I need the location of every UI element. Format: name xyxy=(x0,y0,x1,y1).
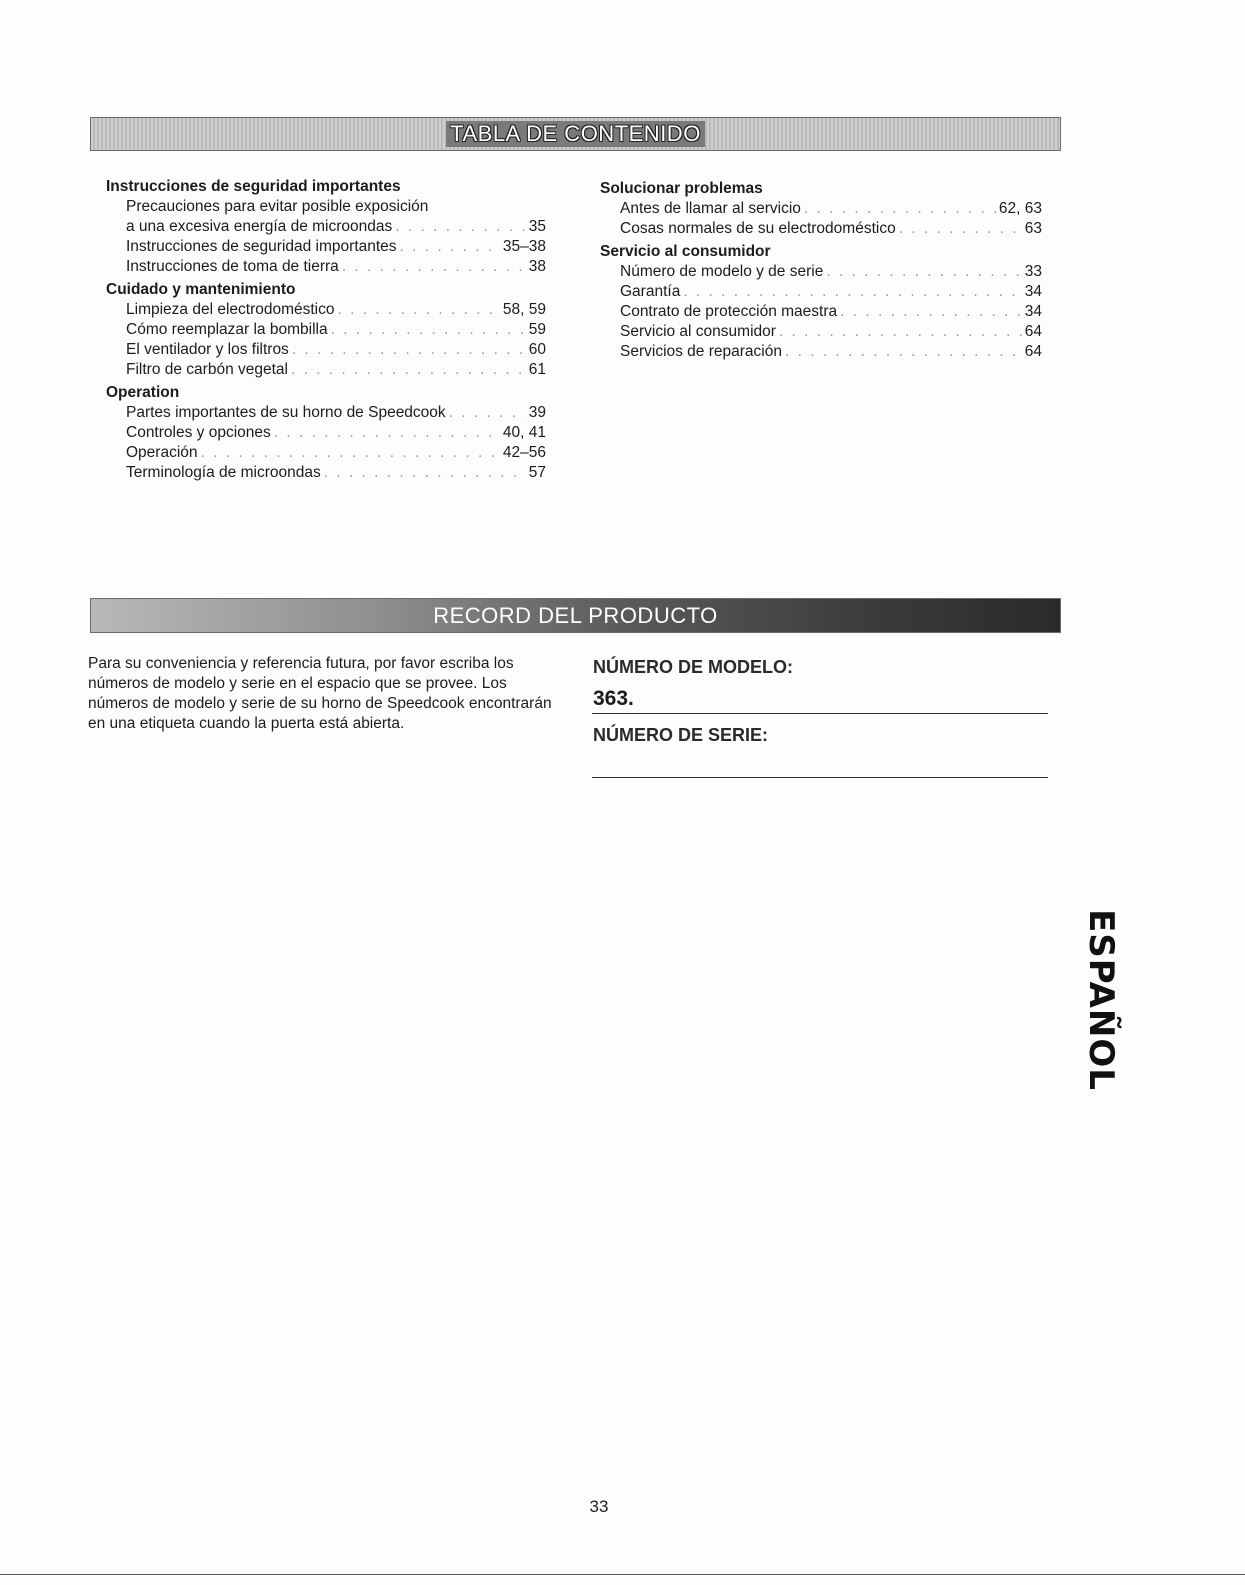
toc-section-title: Operation xyxy=(106,384,180,401)
dot-leader xyxy=(331,320,526,340)
toc-entry-title: Precauciones para evitar posible exposición xyxy=(126,198,429,215)
toc-entry xyxy=(106,463,546,483)
dot-leader xyxy=(840,302,1022,322)
toc-entry-page: 62, 63 xyxy=(998,200,1042,217)
dot-leader xyxy=(201,443,500,463)
toc-entry-page: 58, 59 xyxy=(502,301,546,318)
toc-entry-title: Limpieza del electrodoméstico xyxy=(126,301,335,318)
toc-entry-page: 61 xyxy=(528,361,546,378)
toc-entry-page: 63 xyxy=(1024,220,1042,237)
dot-leader xyxy=(779,322,1022,342)
dot-leader xyxy=(449,403,526,423)
toc-banner-title: TABLA DE CONTENIDO xyxy=(446,121,705,147)
toc-left-column xyxy=(106,177,546,483)
toc-section-title: Servicio al consumidor xyxy=(600,243,771,260)
record-instructions: Para su conveniencia y referencia futura, por favor escriba los números de modelo y serie en el espacio que se provee. Los números de modelo y serie de su horno de Speedcook encontrarán en una etiqueta cuando la puerta está abierta. xyxy=(88,655,552,732)
toc-entry xyxy=(106,443,546,463)
toc-entry-title: Servicio al consumidor xyxy=(620,323,776,340)
model-number-line xyxy=(592,713,1048,714)
record-banner xyxy=(90,598,1061,633)
toc-entry xyxy=(106,423,546,443)
toc-entry xyxy=(106,320,546,340)
dot-leader xyxy=(324,463,526,483)
dot-leader xyxy=(683,282,1021,302)
dot-leader xyxy=(899,219,1022,239)
toc-entry xyxy=(600,302,1042,322)
toc-entry-page: 39 xyxy=(528,404,546,421)
serial-number-line xyxy=(592,777,1048,778)
toc-entry-page: 34 xyxy=(1024,303,1042,320)
toc-entry-page: 64 xyxy=(1024,323,1042,340)
toc-section-title: Instrucciones de seguridad importantes xyxy=(106,178,401,195)
toc-section-title: Cuidado y mantenimiento xyxy=(106,281,296,298)
dot-leader xyxy=(292,340,526,360)
language-side-tab xyxy=(1071,909,1131,1091)
toc-entry-title: Operación xyxy=(126,444,198,461)
toc-entry xyxy=(600,199,1042,219)
toc-entry xyxy=(106,237,546,257)
toc-entry xyxy=(106,340,546,360)
model-number-label: NÚMERO DE MODELO: xyxy=(593,657,793,677)
dot-leader xyxy=(291,360,526,380)
toc-entry xyxy=(600,322,1042,342)
toc-entry-title: Instrucciones de seguridad importantes xyxy=(126,238,397,255)
toc-entry-title: Filtro de carbón vegetal xyxy=(126,361,288,378)
toc-entry-page: 60 xyxy=(528,341,546,358)
toc-banner xyxy=(90,117,1061,151)
toc-entry xyxy=(106,360,546,380)
toc-entry-page: 35 xyxy=(528,218,546,235)
toc-entry-title: Contrato de protección maestra xyxy=(620,303,838,320)
toc-entry-page: 64 xyxy=(1024,343,1042,360)
dot-leader xyxy=(395,217,526,237)
toc-entry-page: 35–38 xyxy=(502,238,546,255)
toc-entry-page: 40, 41 xyxy=(502,424,546,441)
toc-entry xyxy=(600,262,1042,282)
dot-leader xyxy=(274,423,500,443)
toc-entry-page: 33 xyxy=(1024,263,1042,280)
toc-entry-title: Servicios de reparación xyxy=(620,343,782,360)
serial-number-label: NÚMERO DE SERIE: xyxy=(593,725,769,745)
language-label: ESPAÑOL xyxy=(1081,909,1122,1091)
toc-entry-title: Cómo reemplazar la bombilla xyxy=(126,321,328,338)
dot-leader xyxy=(400,237,500,257)
toc-entry xyxy=(106,217,546,237)
page-number: 33 xyxy=(589,1497,609,1516)
dot-leader xyxy=(785,342,1022,362)
model-number-value: 363. xyxy=(593,687,634,710)
toc-entry-title: Partes importantes de su horno de Speedcook xyxy=(126,404,446,421)
dot-leader xyxy=(338,300,500,320)
toc-entry xyxy=(106,300,546,320)
toc-entry-page: 59 xyxy=(528,321,546,338)
toc-entry-page: 34 xyxy=(1024,283,1042,300)
toc-entry-title: Cosas normales de su electrodoméstico xyxy=(620,220,896,237)
toc-entry xyxy=(600,219,1042,239)
dot-leader xyxy=(804,199,996,219)
toc-entry-title: Antes de llamar al servicio xyxy=(620,200,801,217)
toc-entry xyxy=(600,342,1042,362)
toc-entry-title: Instrucciones de toma de tierra xyxy=(126,258,339,275)
toc-entry-title: Número de modelo y de serie xyxy=(620,263,824,280)
toc-entry xyxy=(106,257,546,277)
toc-entry-page: 42–56 xyxy=(502,444,546,461)
toc-entry-title: Garantía xyxy=(620,283,681,300)
bottom-rule xyxy=(0,1574,1245,1575)
record-banner-title: RECORD DEL PRODUCTO xyxy=(433,602,718,628)
toc-entry-page: 38 xyxy=(528,258,546,275)
toc-right-column xyxy=(600,179,1042,362)
toc-entry xyxy=(106,197,546,217)
toc-entry xyxy=(106,403,546,423)
toc-entry-title: El ventilador y los filtros xyxy=(126,341,289,358)
toc-entry-title: a una excesiva energía de microondas xyxy=(126,218,393,235)
dot-leader xyxy=(342,257,526,277)
toc-entry-page: 57 xyxy=(528,464,546,481)
dot-leader xyxy=(826,262,1021,282)
toc-section-title: Solucionar problemas xyxy=(600,180,763,197)
toc-entry-title: Terminología de microondas xyxy=(126,464,321,481)
toc-entry-title: Controles y opciones xyxy=(126,424,271,441)
toc-entry xyxy=(600,282,1042,302)
